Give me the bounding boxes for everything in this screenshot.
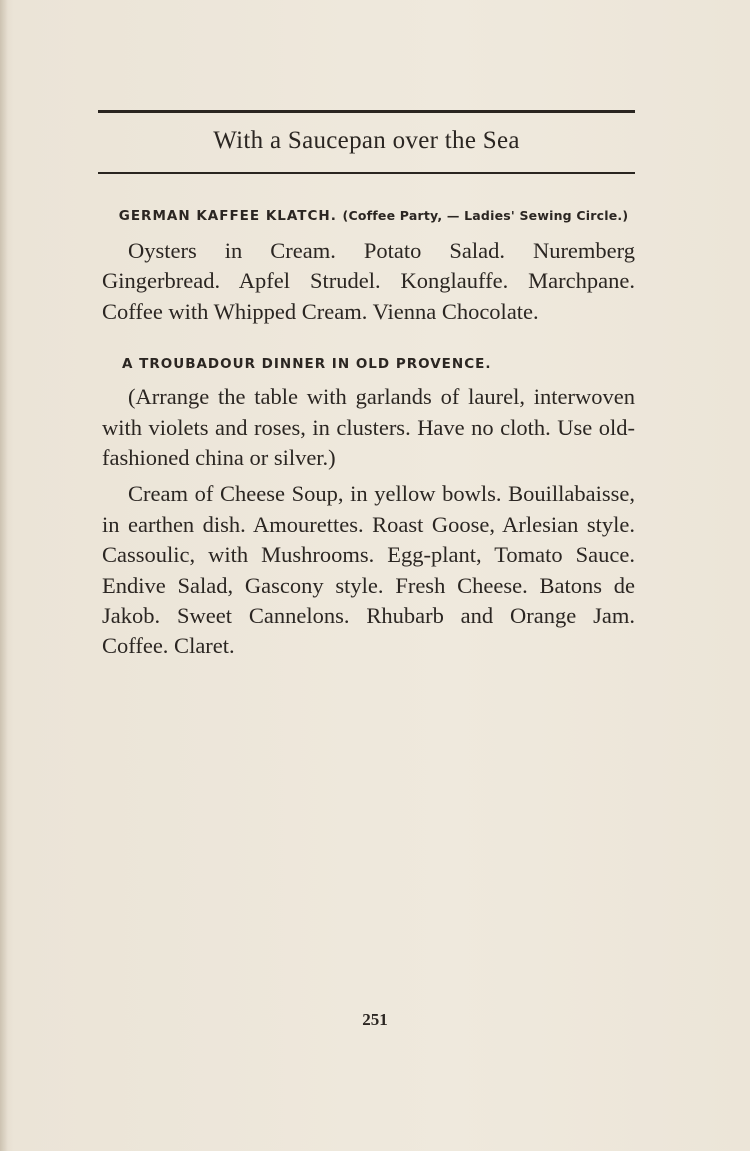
section-heading-kaffee-klatch	[112, 205, 635, 227]
section-heading-note: (Coffee Party, — Ladies' Sewing Circle.)	[342, 208, 629, 223]
running-head: With a Saucepan over the Sea	[213, 127, 520, 154]
page-number: 251	[362, 1010, 388, 1029]
instruction-paragraph: (Arrange the table with garlands of laurel, interwoven with violets and roses, in clusters. Have no cloth. Use old-fashioned china or silver.)	[102, 384, 635, 471]
header-rule-top	[98, 110, 635, 113]
header-rule-bottom	[98, 172, 635, 174]
menu-paragraph: Cream of Cheese Soup, in yellow bowls. Bouillabaisse, in earthen dish. Amourettes. Roast Goose, Arlesian style. Cassoulic, with Mushrooms. Egg-plant, Tomato Sauce. Endive Salad, Gascony style. Fresh Cheese. Batons de Jakob. Sweet Cannelons. Rhubarb and Orange Jam. Coffee. Claret.	[102, 481, 635, 659]
section-heading-troubadour-dinner: A TROUBADOUR DINNER IN OLD PROVENCE.	[122, 356, 492, 373]
section-heading-title: GERMAN KAFFEE KLATCH.	[118, 208, 337, 224]
menu-paragraph: Oysters in Cream. Potato Salad. Nuremberg Gingerbread. Apfel Strudel. Konglauffe. Marchpane. Coffee with Whipped Cream. Vienna Chocolate.	[102, 238, 635, 324]
page-content	[102, 205, 635, 662]
page-edge-shadow	[0, 0, 8, 1151]
